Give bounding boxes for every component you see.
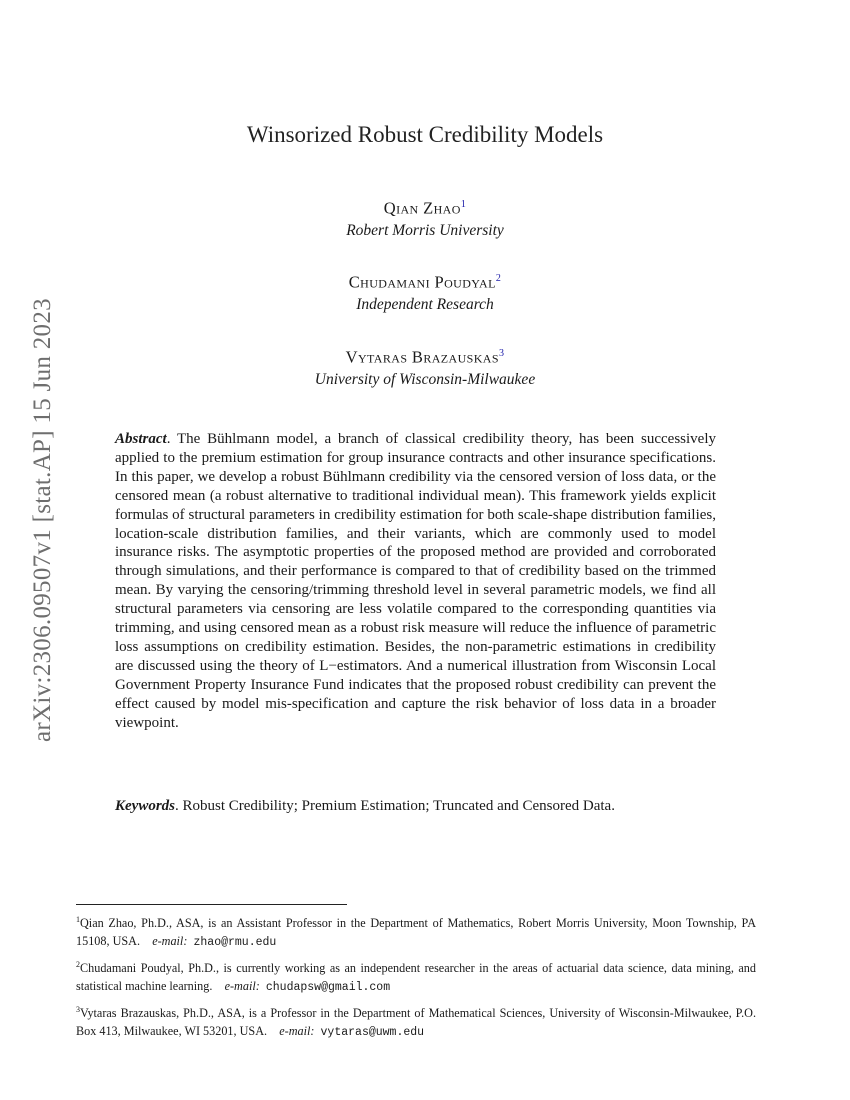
author-name: Qian Zhao$^1$ <box>383 198 467 218</box>
author-block-3 <box>0 343 850 391</box>
footnote-link[interactable]: 3 <box>498 348 505 359</box>
footnote-1: $^1$Qian Zhao, Ph.D., ASA, is an Assistant Professor in the Department of Mathematics, Robert Morris University, Moon Township, PA 15108, USA. e-mail: zhao@rmu.edu <box>76 915 756 949</box>
email-link[interactable]: chudapsw@gmail.com <box>265 980 391 994</box>
author-name: Chudamani Poudyal$^2$ <box>348 272 502 292</box>
abstract-label: Abstract <box>115 431 167 447</box>
author-block-2 <box>0 268 850 316</box>
abstract: Abstract. The Bühlmann model, a branch of classical credibility theory, has been successively applied to the premium estimation for group insurance contracts and other insurance specifications. In this paper, we develop a robust Bühlmann credibility via the censored version of loss data, or the censored mean (a robust alternative to traditional individual mean). This framework yields explicit formulas of structural parameters in credibility estimation for both scale-shape distribution families, location-scale distribution families, and their variants, which are commonly used to model insurance risks. The asymptotic properties of the proposed method are provided and corroborated through simulations, and their performance is compared to that of credibility based on the trimmed mean. By varying the censoring/trimming threshold level in several parametric models, we find all structural parameters via censoring are less volatile compared to the corresponding quantities via trimming, and using censored mean as a robust risk measure will reduce the influence of parametric loss assumptions on credibility estimation. Besides, the non-parametric estimations in credibility are discussed using the theory of L−estimators. And a numerical illustration from Wisconsin Local Government Property Insurance Fund indicates that the proposed robust credibility can prevent the effect caused by model mis-specification and capture the risk behavior of loss data in a broader viewpoint. <box>115 431 716 731</box>
keywords-body: Robust Credibility; Premium Estimation; Truncated and Censored Data. <box>182 798 615 814</box>
email-link[interactable]: vytaras@uwm.edu <box>320 1025 425 1039</box>
footnote-3: $^3$Vytaras Brazauskas, Ph.D., ASA, is a Professor in the Department of Mathematical Sciences, University of Wisconsin-Milwaukee, P.O. Box 413, Milwaukee, WI 53201, USA. e-mail: vytaras@uwm.edu <box>76 1005 756 1039</box>
author-name: Vytaras Brazauskas$^3$ <box>345 347 505 367</box>
footnote-link[interactable]: 1 <box>460 199 467 210</box>
email-link[interactable]: zhao@rmu.edu <box>193 935 277 949</box>
footnotes <box>76 911 756 1046</box>
keywords: Keywords. Robust Credibility; Premium Estimation; Truncated and Censored Data. <box>115 798 615 814</box>
footnote-rule <box>76 904 347 905</box>
author-affiliation: Robert Morris University <box>346 221 504 239</box>
keywords-label: Keywords <box>115 798 175 814</box>
footnote-link[interactable]: 2 <box>495 273 502 284</box>
author-affiliation: Independent Research <box>356 295 494 313</box>
footnote-2: $^2$Chudamani Poudyal, Ph.D., is currently working as an independent researcher in the areas of actuarial data science, data mining, and statistical machine learning. e-mail: chudapsw@gmail.com <box>76 960 756 994</box>
author-block-1 <box>0 194 850 242</box>
abstract-body: The Bühlmann model, a branch of classical credibility theory, has been successively applied to the premium estimation for group insurance contracts and other insurance specifications. In this paper, we develop a robust Bühlmann credibility via the censored version of loss data, or the censored mean (a robust alternative to traditional individual mean). This framework yields explicit formulas of structural parameters in credibility estimation for both scale-shape distribution families, location-scale distribution families, and their variants, which are commonly used to model insurance risks. The asymptotic properties of the proposed method are provided and corroborated through simulations, and their performance is compared to that of credibility based on the trimmed mean. By varying the censoring/trimming threshold level in several parametric models, we find all structural parameters via censoring are less volatile compared to the corresponding quantities via trimming, and using censored mean as a robust risk measure will reduce the influence of parametric loss assumptions on credibility estimation. Besides, the non-parametric estimations in credibility are discussed using the theory of L−estimators. And a numerical illustration from Wisconsin Local Government Property Insurance Fund indicates that the proposed robust credibility can prevent the effect caused by model mis-specification and capture the risk behavior of loss data in a broader viewpoint. <box>115 431 716 731</box>
author-affiliation: University of Wisconsin-Milwaukee <box>314 370 536 388</box>
paper-title: Winsorized Robust Credibility Models <box>246 122 604 147</box>
arxiv-identifier: arXiv:2306.09507v1 [stat.AP] 15 Jun 2023 <box>29 298 56 742</box>
